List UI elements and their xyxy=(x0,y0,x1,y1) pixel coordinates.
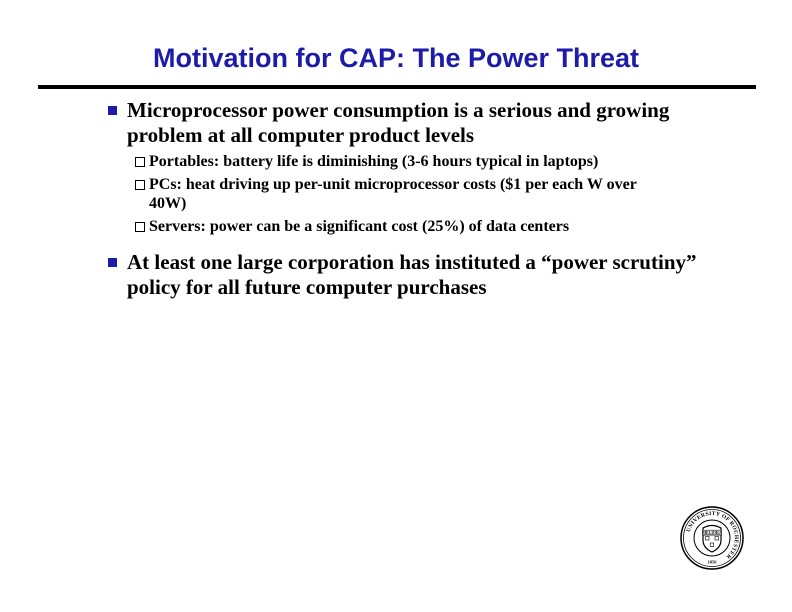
seal-year-text: 1850 xyxy=(707,559,717,565)
hollow-square-bullet-icon xyxy=(135,157,145,167)
bullet-text: At least one large corporation has instituted a “power scrutiny” policy for all future computer purchases xyxy=(127,250,697,299)
sub-bullet-list xyxy=(104,152,724,236)
sub-bullet-item-3 xyxy=(104,217,724,236)
sub-bullet-item-1 xyxy=(104,152,724,171)
seal-ring-text: UNIVERSITY OF ROCHESTER xyxy=(685,510,740,560)
bullet-item-1 xyxy=(104,98,724,148)
square-bullet-icon xyxy=(108,106,117,115)
sub-bullet-text: PCs: heat driving up per-unit microprocessor costs ($1 per each W over 40W) xyxy=(149,176,637,212)
bullet-item-2 xyxy=(104,250,724,300)
hollow-square-bullet-icon xyxy=(135,180,145,190)
sub-bullet-item-2 xyxy=(104,175,724,213)
bullet-text: Microprocessor power consumption is a serious and growing problem at all computer product levels xyxy=(127,98,670,147)
title-divider xyxy=(38,85,756,89)
sub-bullet-text: Servers: power can be a significant cost (25%) of data centers xyxy=(149,218,570,235)
sub-bullet-text: Portables: battery life is diminishing (3-6 hours typical in laptops) xyxy=(149,153,599,170)
square-bullet-icon xyxy=(108,258,117,267)
seal-banner-text: MELIORA xyxy=(702,529,722,535)
slide-content xyxy=(104,98,724,300)
hollow-square-bullet-icon xyxy=(135,222,145,232)
university-seal-icon xyxy=(680,506,744,570)
slide-title: Motivation for CAP: The Power Threat xyxy=(152,43,640,73)
